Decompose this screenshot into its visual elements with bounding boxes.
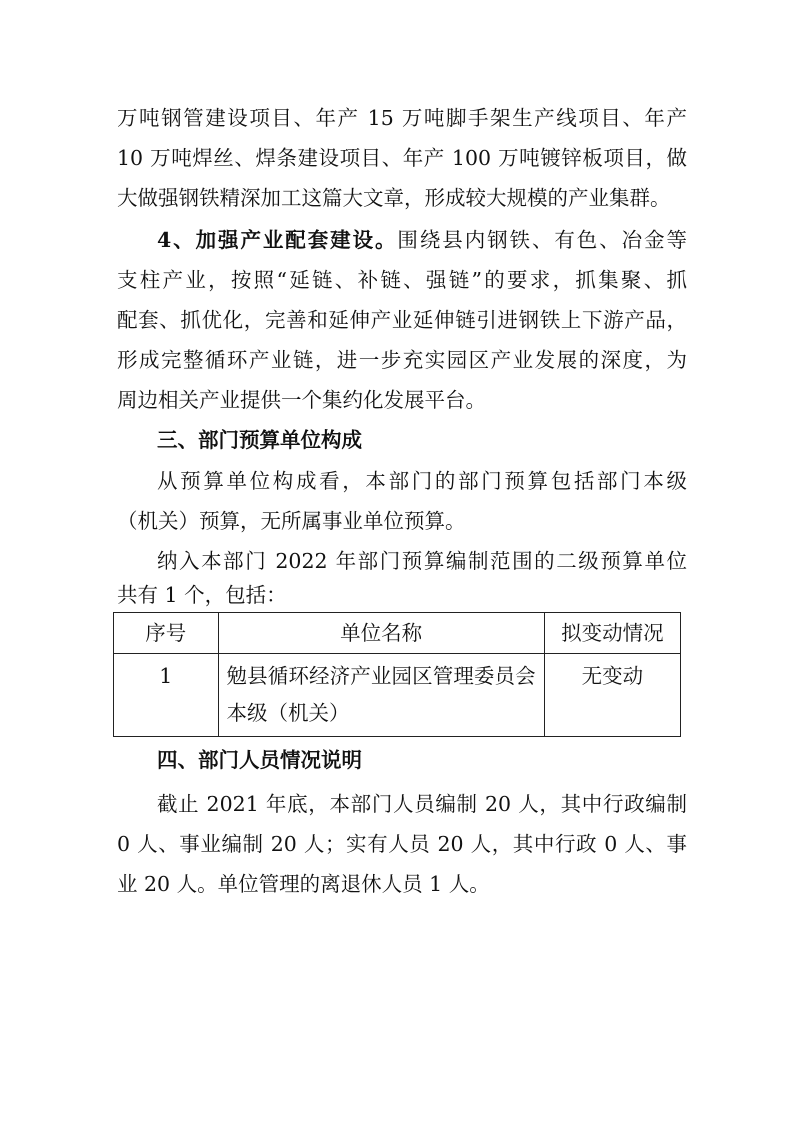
item4-heading: 4、加强产业配套建设。 — [157, 228, 398, 252]
section-heading: 三、部门预算单位构成 — [157, 428, 362, 452]
paragraph-line: 截止 2021 年底，本部门人员编制 20 人，其中行政编制 — [157, 792, 687, 816]
paragraph-line: 纳入本部门 2022 年部门预算编制范围的二级预算单位 — [157, 549, 687, 573]
table-cell-change: 无变动 — [544, 654, 680, 737]
item4-first-text: 围绕县内钢铁、有色、冶金等 — [397, 228, 687, 252]
paragraph-line: 从预算单位构成看，本部门的部门预算包括部门本级 — [157, 469, 687, 493]
table-cell-name: 勉县循环经济产业园区管理委员会本级（机关） — [218, 654, 544, 737]
paragraph-line: 支柱产业，按照“延链、补链、强链”的要求，抓集聚、抓 — [117, 268, 687, 292]
item4-first-line — [157, 225, 687, 255]
paragraph-line: 大做强钢铁精深加工这篇大文章，形成较大规模的产业集群。 — [117, 186, 671, 210]
paragraph-line: 0 人、事业编制 20 人；实有人员 20 人，其中行政 0 人、事 — [117, 832, 687, 856]
paragraph-line: 周边相关产业提供一个集约化发展平台。 — [117, 388, 486, 412]
paragraph-line: 形成完整循环产业链，进一步充实园区产业发展的深度，为 — [117, 348, 687, 372]
paragraph-line: 业 20 人。单位管理的离退休人员 1 人。 — [117, 872, 490, 896]
table-header-cell: 序号 — [114, 613, 219, 654]
table-header-cell: 拟变动情况 — [544, 613, 680, 654]
section-heading: 四、部门人员情况说明 — [157, 748, 362, 772]
table-header-cell: 单位名称 — [218, 613, 544, 654]
paragraph-line: 共有 1 个，包括： — [117, 583, 287, 607]
paragraph-line: （机关）预算，无所属事业单位预算。 — [117, 509, 466, 533]
paragraph-line: 配套、抓优化，完善和延伸产业延伸链引进钢铁上下游产品， — [117, 308, 687, 332]
paragraph-line: 万吨钢管建设项目、年产 15 万吨脚手架生产线项目、年产 — [117, 106, 687, 130]
table-cell-no: 1 — [114, 654, 219, 737]
paragraph-line: 10 万吨焊丝、焊条建设项目、年产 100 万吨镀锌板项目，做 — [117, 146, 687, 170]
budget-units-table — [113, 612, 681, 737]
table-row — [114, 654, 681, 737]
table-header-row — [114, 613, 681, 654]
